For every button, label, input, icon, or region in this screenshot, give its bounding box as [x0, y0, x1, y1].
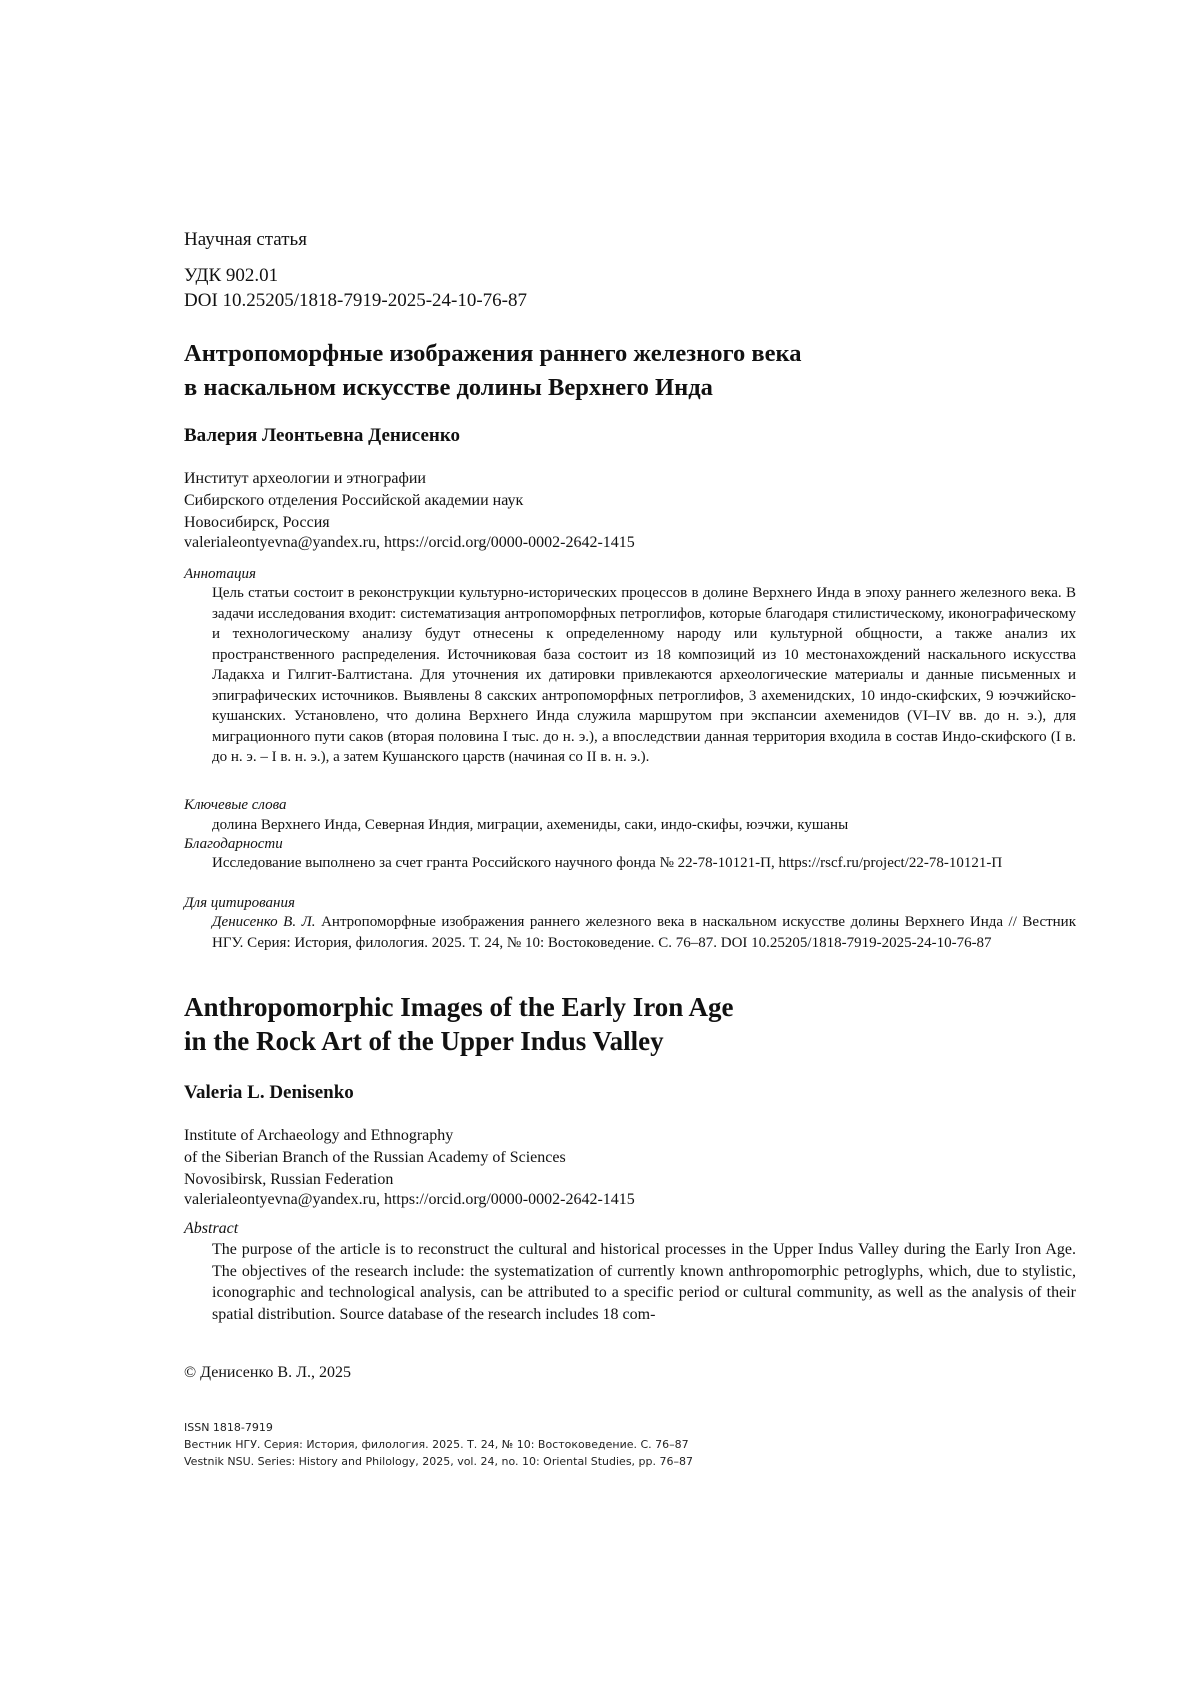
ru-affiliation-line: Сибирского отделения Российской академии наук [184, 492, 524, 509]
ru-title-line-2: в наскальном искусстве долины Верхнего Инда [184, 374, 713, 401]
ru-affiliation [184, 468, 523, 534]
ru-title-line-1: Антропоморфные изображения раннего железного века [184, 340, 802, 367]
footer-ru-citation: Вестник НГУ. Серия: История, филология. 2025. Т. 24, № 10: Востоковедение. С. 76–87 [184, 1438, 689, 1451]
ru-abstract: Цель статьи состоит в реконструкции культурно-исторических процессов в долине Верхнего Инда в эпоху раннего железного века. В задачи исследования входит: систематизация антропоморфных петроглифов, которые благодаря стилистическому, иконографическому и технологическому анализу будут отнесены к определенному народу или культурной общности, а также анализ их пространственного распределения. Источниковая база состоит из 18 композиций из 10 местонахождений наскального искусства Ладакха и Гилгит-Балтистана. Для уточнения их датировки привлекаются археологические материалы и данные письменных и эпиграфических источников. Выявлены 8 сакских антропоморфных петроглифов, 3 ахеменидских, 10 индо-скифских, 9 юэчжийско-кушанских. Установлено, что долина Верхнего Инда служила маршрутом при экспансии ахеменидов (VI–IV вв. до н. э.), для миграционного пути саков (вторая половина I тыс. до н. э.), а впоследствии данная территория входила в состав Индо-скифского (I в. до н. э. – I в. н. э.), а затем Кушанского царств (начиная со II в. н. э.). [212, 585, 1076, 765]
footer [184, 1419, 693, 1470]
ru-affiliation-line: Институт археологии и этнографии [184, 470, 426, 487]
copyright: © Денисенко В. Л., 2025 [184, 1364, 351, 1381]
udc-code: УДК 902.01 [184, 265, 279, 286]
ru-author: Валерия Леонтьевна Денисенко [184, 425, 461, 446]
ru-ack: Исследование выполнено за счет гранта Российского научного фонда № 22-78-10121-П, https://rscf.ru/project/22-78-10121-П [212, 855, 1003, 871]
en-affiliation-line: Institute of Archaeology and Ethnography [184, 1127, 454, 1144]
en-author: Valeria L. Denisenko [184, 1082, 354, 1103]
ru-ack-label: Благодарности [184, 836, 283, 852]
en-affiliation-line: of the Siberian Branch of the Russian Academy of Sciences [184, 1149, 566, 1166]
ru-keywords: долина Верхнего Инда, Северная Индия, миграции, ахемениды, саки, индо-скифы, юэчжи, кушаны [212, 817, 849, 833]
en-contacts: valerialeontyevna@yandex.ru, https://orcid.org/0000-0002-2642-1415 [184, 1191, 635, 1208]
article-type: Научная статья [184, 229, 307, 250]
en-title [184, 990, 734, 1058]
en-abstract-label: Abstract [184, 1220, 239, 1237]
en-title-line-2: in the Rock Art of the Upper Indus Valley [184, 1026, 664, 1056]
ru-contacts: valerialeontyevna@yandex.ru, https://orcid.org/0000-0002-2642-1415 [184, 534, 635, 551]
footer-issn: ISSN 1818-7919 [184, 1421, 273, 1434]
ru-citation [212, 912, 1076, 953]
ru-keywords-label: Ключевые слова [184, 797, 287, 813]
en-abstract: The purpose of the article is to reconstruct the cultural and historical processes in the Upper Indus Valley during the Early Iron Age. The objectives of the research include: the systematization of currently known anthropomorphic petroglyphs, which, due to stylistic, iconographic and technological analysis, can be attributed to a specific period or cultural community, as well as the analysis of their spatial distribution. Source database of the research includes 18 com- [212, 1241, 1076, 1323]
footer-en-citation: Vestnik NSU. Series: History and Philology, 2025, vol. 24, no. 10: Oriental Studies, pp. 76–87 [184, 1455, 694, 1468]
ru-title [184, 337, 802, 405]
ru-cite-text: Антропоморфные изображения раннего железного века в наскальном искусстве долины Верхнего Инда // Вестник НГУ. Серия: История, филология. 2025. Т. 24, № 10: Востоковедение. С. 76–87. DOI 10.25205/1818-7919-2025-24-10-76-87 [212, 914, 1077, 951]
en-affiliation-line: Novosibirsk, Russian Federation [184, 1171, 394, 1188]
doi: DOI 10.25205/1818-7919-2025-24-10-76-87 [184, 290, 528, 311]
en-title-line-1: Anthropomorphic Images of the Early Iron Age [184, 992, 734, 1022]
ru-cite-author: Денисенко В. Л. [212, 914, 316, 930]
ru-abstract-label: Аннотация [184, 566, 257, 582]
ru-cite-label: Для цитирования [184, 895, 295, 911]
ru-affiliation-line: Новосибирск, Россия [184, 514, 330, 531]
en-affiliation [184, 1125, 566, 1191]
